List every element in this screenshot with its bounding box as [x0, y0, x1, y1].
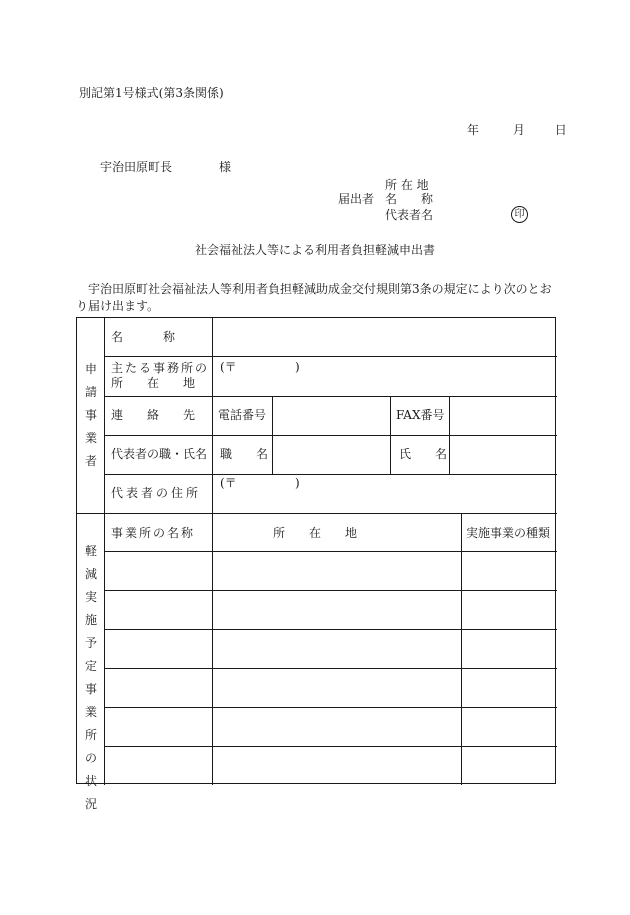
- name-label: 名 称: [385, 192, 434, 206]
- row-label-office-address-1: 主たる事務所の: [111, 361, 210, 375]
- body-line-2: り届け出ます。: [76, 299, 160, 313]
- row-label-representative-address: 代表者の住所: [111, 486, 202, 500]
- row-label-contact: 連 絡 先: [111, 408, 196, 422]
- divider: [104, 551, 557, 552]
- section-divider: [77, 513, 557, 514]
- col-service-type: 実施事業の種類: [466, 526, 551, 540]
- address-label: 所 在 地: [385, 178, 429, 192]
- addressee: 宇治田原町長: [100, 160, 173, 174]
- postal-close: ): [295, 360, 300, 374]
- representative-label: 代表者名: [385, 208, 434, 222]
- row-label-name: 名 称: [111, 330, 177, 344]
- date-day: 日: [554, 123, 567, 137]
- date-month: 月: [512, 123, 525, 137]
- divider: [104, 474, 557, 475]
- section1-side-label: 申請事業者: [84, 362, 97, 468]
- date-line: [467, 123, 567, 137]
- row-label-representative: 代表者の職・氏名: [111, 447, 208, 461]
- divider: [104, 435, 557, 436]
- row-label-office-address-2: 所 在 地: [111, 376, 196, 390]
- seal-mark: 印: [511, 206, 528, 223]
- document-title: 社会福祉法人等による利用者負担軽減申出書: [195, 243, 436, 257]
- divider: [104, 356, 557, 357]
- postal-close-2: ): [295, 476, 300, 490]
- person-name-label: 氏 名: [399, 447, 448, 461]
- col-location: 所 在 地: [273, 526, 358, 540]
- divider: [104, 590, 557, 591]
- title-label: 職 名: [220, 447, 269, 461]
- phone-label: 電話番号: [218, 408, 267, 422]
- postal-open: (〒: [220, 360, 237, 374]
- fax-label: FAX番号: [396, 408, 445, 422]
- col-office-name: 事業所の名称: [111, 526, 196, 540]
- divider: [104, 629, 557, 630]
- body-line-1: 宇治田原町社会福祉法人等利用者負担軽減助成金交付規則第3条の規定により次のとお: [88, 282, 552, 296]
- section2-side-label: 軽減実施予定事業所の状況: [84, 544, 97, 811]
- form-number: 別記第1号様式(第3条関係): [79, 86, 224, 100]
- addressee-suffix: 様: [219, 160, 232, 174]
- divider: [104, 668, 557, 669]
- divider: [104, 746, 557, 747]
- date-year: 年: [467, 123, 480, 137]
- application-form-table: [76, 317, 556, 811]
- postal-open-2: (〒: [220, 476, 237, 490]
- applicant-label: 届出者: [338, 192, 375, 206]
- divider: [104, 707, 557, 708]
- divider: [104, 396, 557, 397]
- divider: [461, 513, 462, 785]
